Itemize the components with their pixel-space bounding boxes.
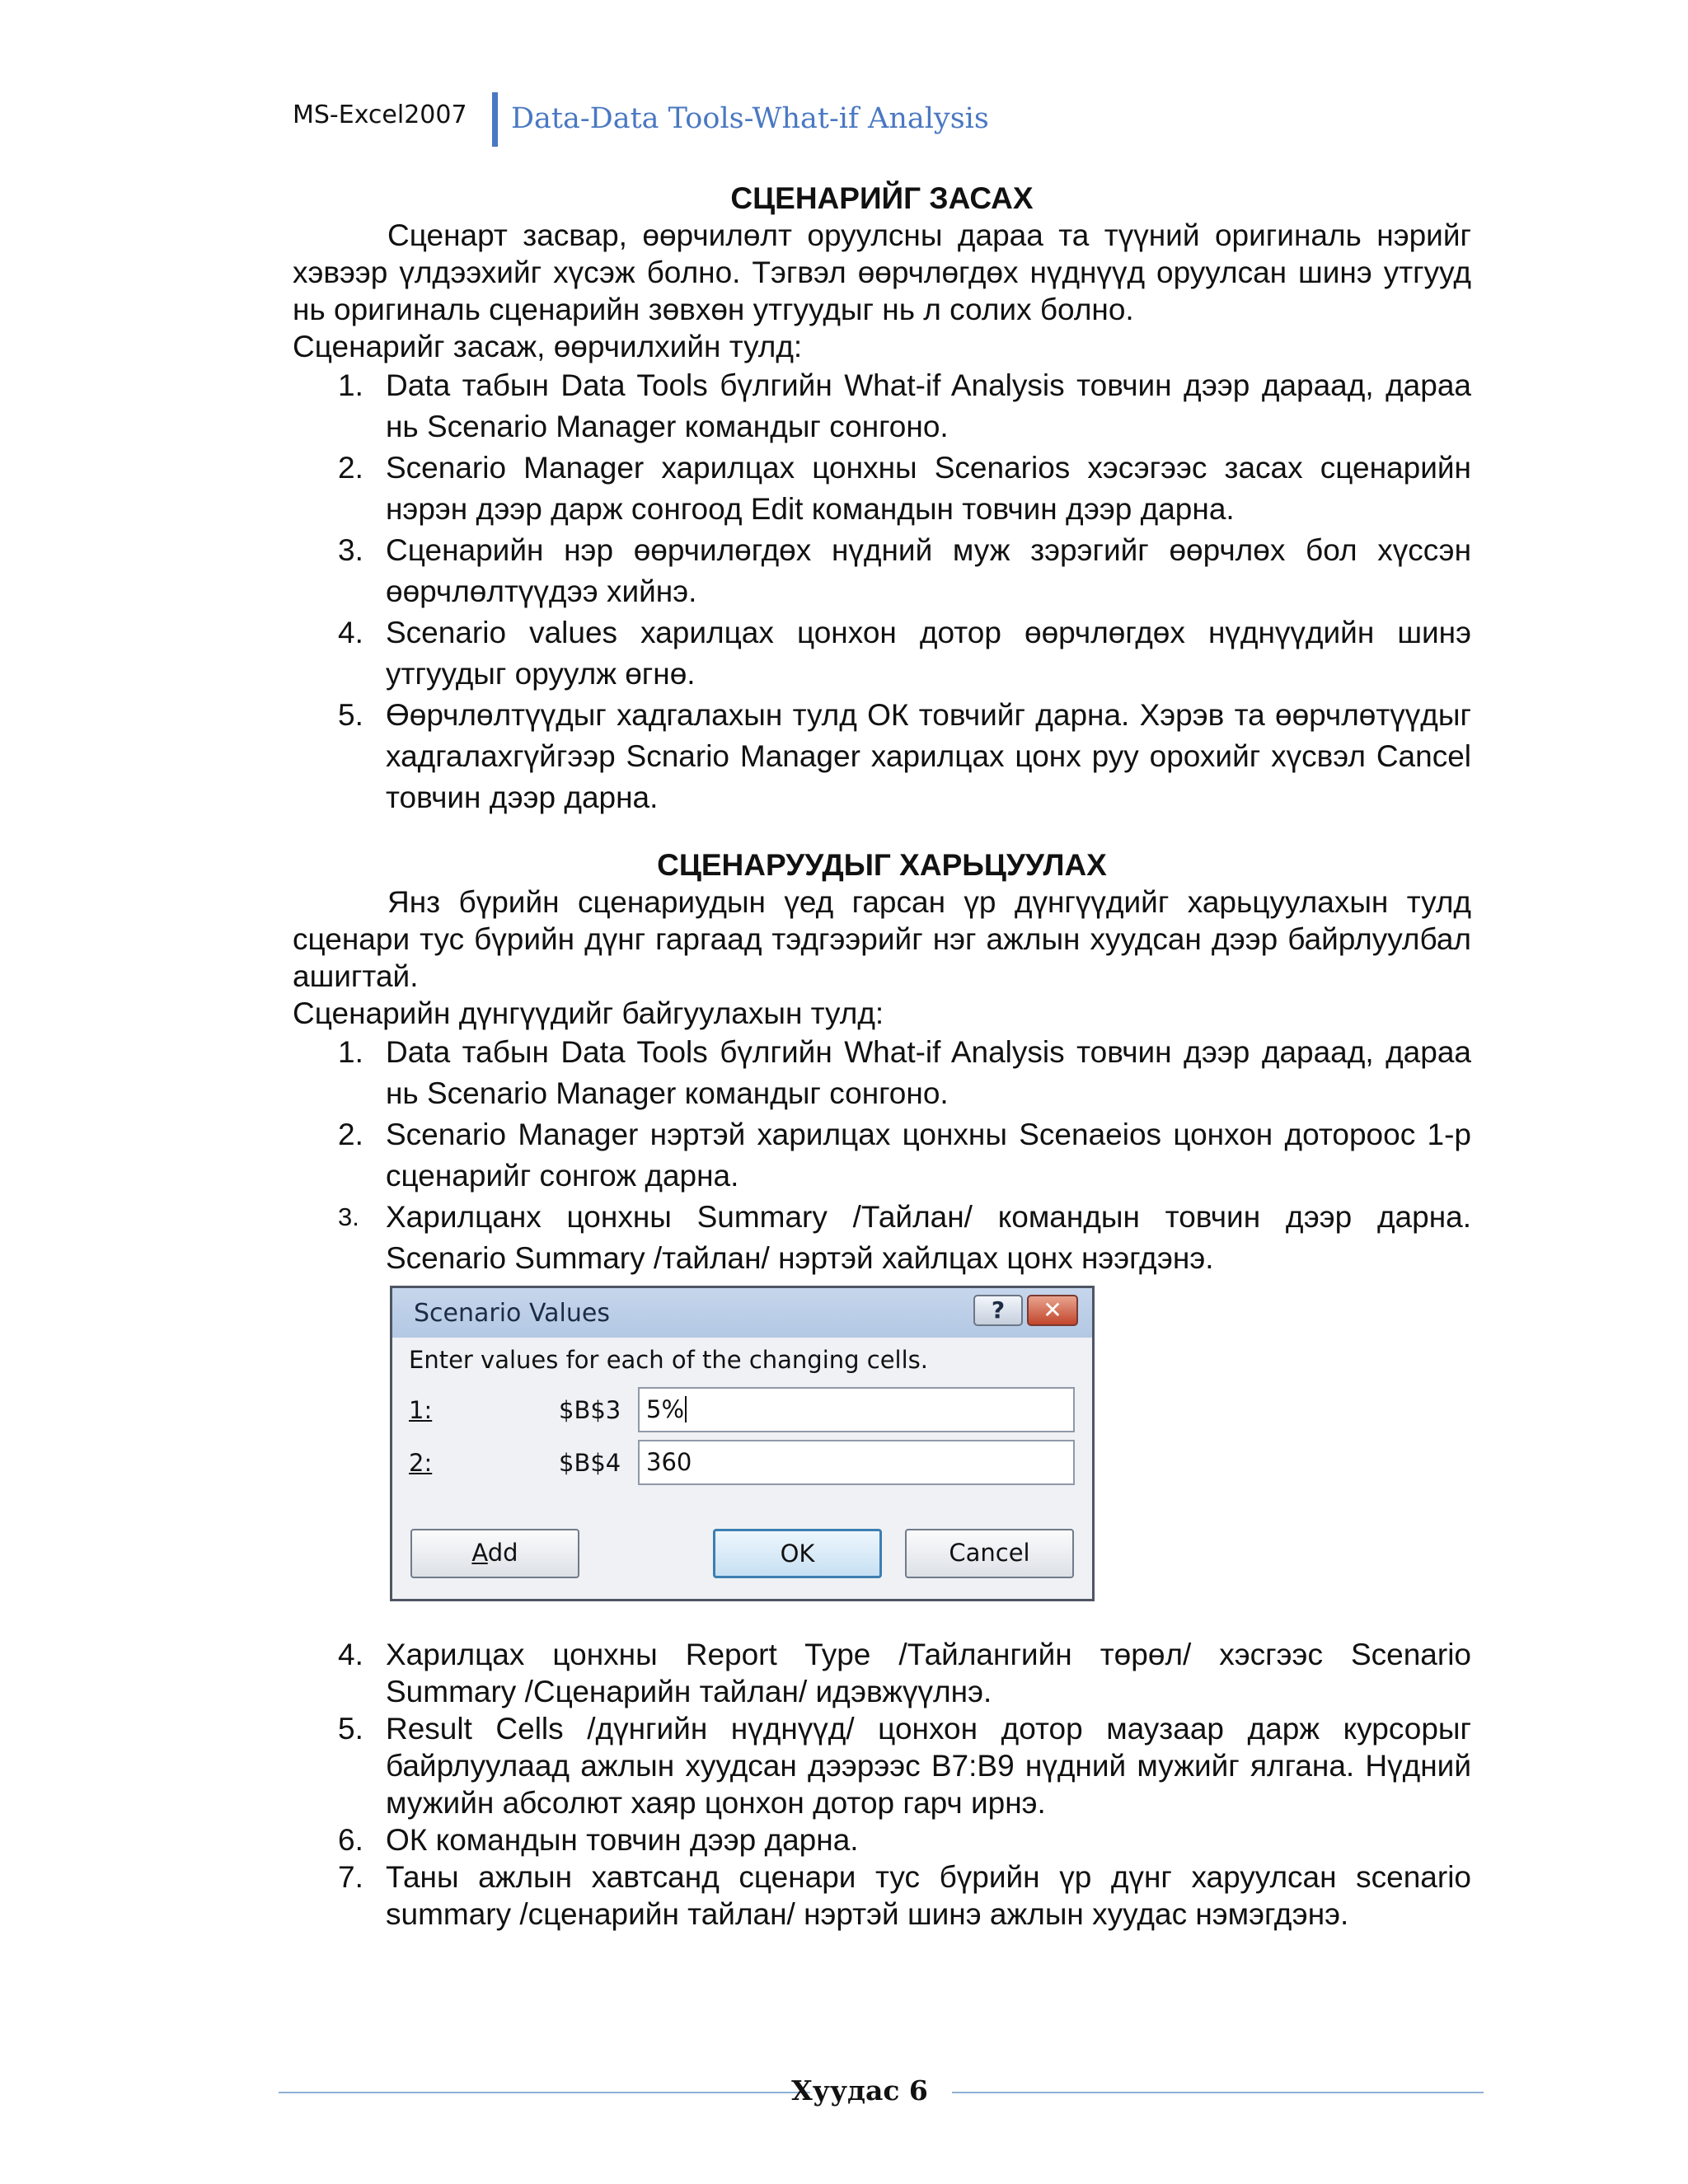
text-caret [685, 1396, 687, 1422]
header-section-title: Data-Data Tools-What-if Analysis [511, 102, 989, 135]
steps-list [293, 1636, 1471, 1933]
list-item: 4. Scenario values харилцах цонхон дотор өөрчлөгдөх нүднүүдийн шинэ утгуудыг оруулж өгнө. [338, 616, 1471, 691]
close-button[interactable]: ✕ [1027, 1295, 1078, 1326]
row-label-2: 2: [409, 1449, 433, 1477]
list-item: 2. Scenario Manager харилцах цонхны Scenarios хэсэгээс засах сценарийн нэрэн дээр дарж сонгоод Edit командын товчин дээр дарна. [338, 451, 1471, 526]
list-item: 1. Data табын Data Tools бүлгийн What-if Analysis товчин дээр дараад, дараа нь Scenario Manager командыг сонгоно. [338, 368, 1471, 443]
list-item: 7. Таны ажлын хавтсанд сценари тус бүрийн үр дүнг харуулсан scenario summary /сценарийн тайлан/ нэртэй шинэ ажлын хуудас нэмэгдэнэ. [338, 1860, 1471, 1931]
section-lead: Сценарийг засаж, өөрчилхийн тулд: [293, 330, 803, 363]
scenario-values-dialog [390, 1286, 1095, 1601]
section-intro: Янз бүрийн сценариудын үед гарсан үр дүнгүүдийг харьцуулахын тулд сценари тус бүрийн дүнг гаргаад тэдгээрийг нэг ажлын хуудсан дээр байрлуулбал ашигтай. [293, 885, 1471, 993]
dialog-titlebar [392, 1288, 1092, 1338]
cancel-button[interactable]: Cancel [905, 1529, 1074, 1578]
dialog-title: Scenario Values [414, 1299, 610, 1328]
section-lead: Сценарийн дүнгүүдийг байгуулахын тулд: [293, 996, 884, 1030]
access-key-letter: A [471, 1539, 488, 1567]
footer-rule-right [952, 2092, 1484, 2093]
list-item: 3. Харилцанх цонхны Summary /Тайлан/ командын товчин дээр дарна. Scenario Summary /тайлан/ нэртэй хайлцах цонх нээгдэнэ. [338, 1200, 1471, 1275]
list-item: 6. ОК командын товчин дээр дарна. [338, 1823, 859, 1857]
footer-rule-left [279, 2092, 810, 2093]
section-title: СЦЕНАРУУДЫГ ХАРЬЦУУЛАХ [657, 848, 1107, 882]
section-compare-steps-continued [293, 1636, 1471, 1933]
value-input-2[interactable]: 360 [638, 1440, 1075, 1485]
section-compare-scenarios [293, 846, 1471, 1279]
header-document-title: MS-Excel2007 [293, 101, 467, 129]
list-item: 2. Scenario Manager нэртэй харилцах цонхны Scenaeios цонхон дотороос 1-р сценарийг сонгож дарна. [338, 1118, 1471, 1193]
header-divider [492, 92, 498, 147]
list-item: 3. Сценарийн нэр өөрчилөгдөх нүдний муж зэрэгийг өөрчлөх бол хүссэн өөрчлөлтүүдээ хийнэ. [338, 533, 1471, 608]
section-intro: Сценарт засвар, өөрчилөлт оруулсны дараа та түүний оригиналь нэрийг хэвээр үлдээхийг хүсэж болно. Тэгвэл өөрчлөгдөх нүднүүд оруулсан шинэ утгууд нь оригиналь сценарийн зөвхөн утгуудыг нь л солих болно. [293, 218, 1471, 326]
dialog-prompt: Enter values for each of the changing cells. [409, 1346, 928, 1374]
row-label-1: 1: [409, 1396, 433, 1424]
cell-ref-1: $B$3 [559, 1396, 621, 1424]
page-number: Хуудас 6 [791, 2074, 928, 2107]
steps-list [293, 1032, 1471, 1279]
ok-button[interactable]: OK [713, 1529, 882, 1578]
add-button[interactable]: Add [410, 1529, 579, 1578]
list-item: 4. Харилцах цонхны Report Type /Тайлангийн төрөл/ хэсгээс Scenario Summary /Сценарийн тайлан/ идэвжүүлнэ. [338, 1638, 1471, 1708]
list-item: 1. Data табын Data Tools бүлгийн What-if Analysis товчин дээр дараад, дараа нь Scenario Manager командыг сонгоно. [338, 1035, 1471, 1110]
value-input-1[interactable]: 5% [638, 1387, 1075, 1432]
list-item: 5. Result Cells /дүнгийн нүднүүд/ цонхон дотор маузаар дарж курсорыг байрлуулаад ажлын хуудсан дээрээс B7:B9 нүдний мужийг ялгана. Нүдний мужийн абсолют хаяр цонхон дотор гарч ирнэ. [338, 1712, 1471, 1820]
steps-list [293, 365, 1471, 818]
list-item: 5. Өөрчлөлтүүдыг хадгалахын тулд ОК товчийг дарна. Хэрэв та өөрчлөтүүдыг хадгалахгүйгээр Scnario Manager харилцах цонх руу орохийг хүсвэл Cancel товчин дээр дарна. [338, 698, 1471, 814]
dialog-body [392, 1338, 1092, 1599]
section-edit-scenario [293, 180, 1471, 818]
cell-ref-2: $B$4 [559, 1449, 621, 1477]
section-title: СЦЕНАРИЙГ ЗАСАХ [730, 181, 1034, 215]
help-button[interactable]: ? [973, 1295, 1023, 1326]
